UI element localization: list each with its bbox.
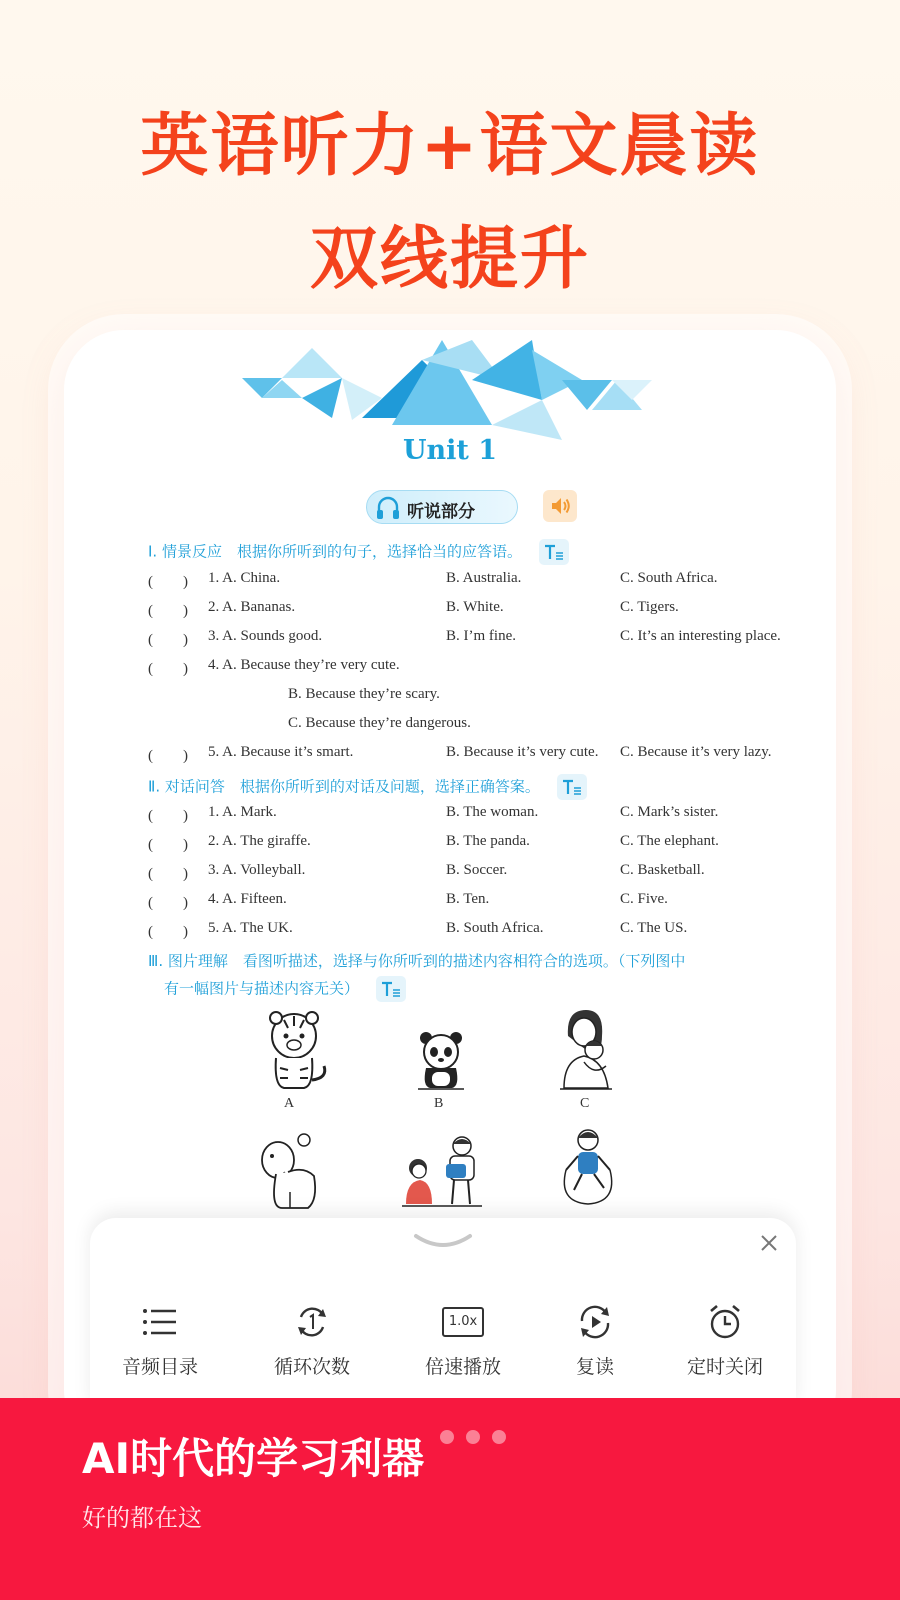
option-b: B. South Africa. [446, 920, 544, 936]
part1-row-4c [148, 715, 788, 737]
elephant-picture [256, 1130, 320, 1210]
answer-bracket: ( ) [148, 632, 188, 648]
option-b: B. Because it’s very cute. [446, 744, 599, 760]
speaker-icon [543, 490, 577, 522]
part3-heading-line-2 [164, 976, 406, 1002]
part2-row-3 [148, 862, 788, 884]
option-c: C. Basketball. [620, 862, 705, 878]
transcript-button-2[interactable] [557, 774, 587, 800]
timer-off-label: 定时关闭 [686, 1356, 763, 1378]
list-icon [142, 1307, 178, 1337]
repeat-read-label: 复读 [575, 1356, 614, 1378]
part3-heading-line-1: Ⅲ. 图片理解 看图听描述，选择与你所听到的描述内容相符合的选项。（下列图中 [148, 952, 686, 970]
option-a: 2. A. The giraffe. [208, 833, 311, 849]
text-icon [543, 542, 565, 562]
worksheet-page [64, 330, 836, 1230]
part1-row-4b [148, 686, 788, 708]
option-c: C. The US. [620, 920, 688, 936]
loop-count-button[interactable] [252, 1302, 372, 1379]
part1-row-1 [148, 570, 788, 592]
option-a: 5. A. Because it’s smart. [208, 744, 354, 760]
option-c: C. Tigers. [620, 599, 679, 615]
option-c: C. Five. [620, 891, 668, 907]
option-c: C. South Africa. [620, 570, 718, 586]
part3-heading-text: 有一幅图片与描述内容无关） [164, 979, 360, 998]
part2-row-4 [148, 891, 788, 913]
option-a: 5. A. The UK. [208, 920, 293, 936]
answer-bracket: ( ) [148, 895, 188, 911]
option-b: B. Because they’re scary. [288, 686, 440, 702]
option-b: B. I’m fine. [446, 628, 516, 644]
mother-child-picture [558, 1006, 614, 1090]
option-c: C. Mark’s sister. [620, 804, 719, 820]
page-dot [492, 1430, 506, 1444]
option-b: B. Ten. [446, 891, 490, 907]
promo-footer [0, 1398, 900, 1600]
audio-control-panel [90, 1218, 796, 1408]
option-a: 3. A. Volleyball. [208, 862, 306, 878]
part2-row-5 [148, 920, 788, 942]
audio-catalog-button[interactable] [100, 1302, 220, 1379]
headphones-icon [375, 495, 401, 521]
timer-icon [706, 1303, 744, 1341]
panda-picture [414, 1030, 468, 1090]
option-a: 2. A. Bananas. [208, 599, 296, 615]
listening-section-tab[interactable] [366, 490, 518, 524]
section-label: 听说部分 [407, 502, 475, 522]
audio-catalog-label: 音频目录 [121, 1356, 198, 1378]
answer-bracket: ( ) [148, 866, 188, 882]
option-a: 4. A. Fifteen. [208, 891, 287, 907]
collapse-chevron-icon[interactable] [412, 1232, 474, 1252]
part2-row-2 [148, 833, 788, 855]
option-b: B. Australia. [446, 570, 522, 586]
transcript-button-3[interactable] [376, 976, 406, 1002]
picture-label-b: B [434, 1096, 444, 1111]
answer-bracket: ( ) [148, 748, 188, 764]
part2-row-1 [148, 804, 788, 826]
play-audio-button[interactable] [543, 490, 577, 522]
part1-row-4 [148, 657, 788, 679]
option-a: 1. A. China. [208, 570, 281, 586]
repeat-icon [576, 1303, 614, 1341]
answer-bracket: ( ) [148, 603, 188, 619]
part1-heading [148, 539, 569, 565]
footer-title: AI时代的学习利器 [82, 1434, 425, 1483]
headline-line-2: 双线提升 [309, 220, 590, 299]
part2-heading [148, 774, 587, 800]
option-c: C. It’s an interesting place. [620, 628, 781, 644]
answer-bracket: ( ) [148, 574, 188, 590]
option-c: C. Because it’s very lazy. [620, 744, 772, 760]
part1-row-3 [148, 628, 788, 650]
part1-row-5 [148, 744, 788, 766]
children-playing-picture [400, 1134, 484, 1208]
option-a: 3. A. Sounds good. [208, 628, 323, 644]
jump-rope-picture [556, 1126, 620, 1206]
option-c: C. Because they’re dangerous. [288, 715, 471, 731]
option-a: 4. A. Because they’re very cute. [208, 657, 400, 673]
option-b: B. The panda. [446, 833, 530, 849]
part2-heading-text: Ⅱ. 对话问答 根据你所听到的对话及问题，选择正确答案。 [148, 777, 540, 796]
playback-speed-button[interactable] [403, 1302, 523, 1379]
picture-label-c: C [580, 1096, 590, 1111]
answer-bracket: ( ) [148, 808, 188, 824]
option-a: 1. A. Mark. [208, 804, 277, 820]
part1-heading-text: Ⅰ. 情景反应 根据你所听到的句子，选择恰当的应答语。 [148, 542, 522, 561]
transcript-button-1[interactable] [539, 539, 569, 565]
page-dot [440, 1430, 454, 1444]
option-b: B. Soccer. [446, 862, 508, 878]
close-icon[interactable] [760, 1234, 778, 1252]
answer-bracket: ( ) [148, 837, 188, 853]
option-b: B. The woman. [446, 804, 539, 820]
headline-line-1: 英语听力+语文晨读 [140, 107, 760, 186]
text-icon [380, 979, 402, 999]
timer-off-button[interactable] [665, 1302, 785, 1379]
unit-title: Unit 1 [402, 435, 498, 466]
part1-row-2 [148, 599, 788, 621]
triangle-banner [242, 340, 652, 440]
tiger-picture [254, 1008, 334, 1090]
loop-count-label: 循环次数 [273, 1356, 350, 1378]
footer-subtitle: 好的都在这 [82, 1504, 202, 1532]
answer-bracket: ( ) [148, 661, 188, 677]
repeat-read-button[interactable] [535, 1302, 655, 1379]
speed-icon: 1.0x [442, 1307, 484, 1337]
loop-count-icon [293, 1303, 331, 1341]
page-dot [466, 1430, 480, 1444]
playback-speed-label: 倍速播放 [424, 1356, 501, 1378]
option-b: B. White. [446, 599, 504, 615]
answer-bracket: ( ) [148, 924, 188, 940]
text-icon [561, 777, 583, 797]
picture-label-a: A [284, 1096, 295, 1111]
option-c: C. The elephant. [620, 833, 719, 849]
